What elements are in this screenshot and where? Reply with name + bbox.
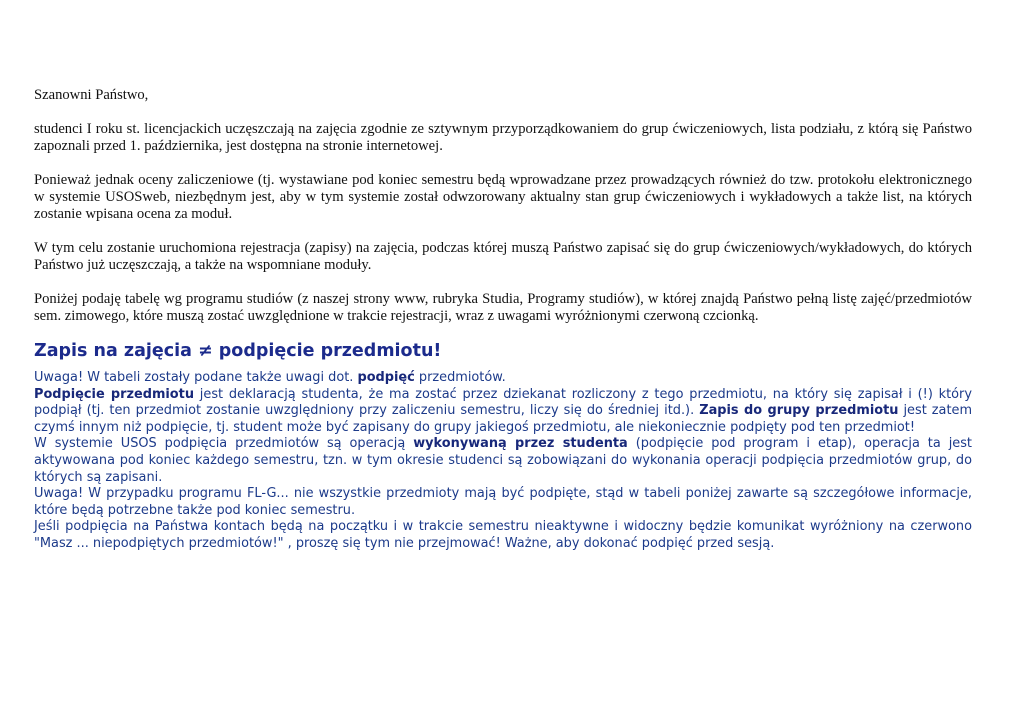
section-heading: Zapis na zajęcia ≠ podpięcie przedmiotu! [34,341,442,361]
note-2-bold-zapis: Zapis do grupy przedmiotu [699,403,899,419]
note-1-bold: podpięć [357,370,415,385]
note-3-bold: wykonywaną przez studenta [413,436,628,452]
note-1-end: przedmiotów. [414,370,506,385]
paragraph-registration: W tym celu zostanie uruchomiona rejestracja (zapisy) na zajęcia, podczas której muszą Państwo zapisać się do grup ćwiczeniowych/wykładowych, do których Państwo już uczęszczają, a także na wspomniane moduły. [34,240,972,273]
paragraph-grades: Ponieważ jednak oceny zaliczeniowe (tj. wystawiane pod koniec semestru będą wprowadzane przez prowadzących również do tzw. protokołu elektronicznego w systemie USOSweb, niezbędnym jest, aby w tym systemie został odwzorowany aktualny stan grup ćwiczeniowych i wykładowych a także list, na których zostanie wpisana ocena za moduł. [34,172,972,222]
note-5-text: Jeśli podpięcia na Państwa kontach będą na początku i w trakcie semestru nieaktywne i widoczny będzie komunikat wyróżniony na czerwono "Masz ... niepodpiętych przedmiotów!" , proszę się tym nie przejmować! Ważne, aby dokonać podpięć przed sesją. [34,519,972,551]
note-3-text: W systemie USOS podpięcia przedmiotów są operacją [34,436,414,452]
note-1-text: Uwaga! W tabeli zostały podane także uwagi dot. [34,370,358,385]
note-2-end: jest zatem czymś innym niż podpięcie, tj. student może być zapisany do grupy jakiegoś przedmiotu, ale niekoniecznie podpięty pod ten przedmiot! [34,403,972,435]
note-4-text: Uwaga! W przypadku programu FL-G... nie wszystkie przedmioty mają być podpięte, stąd w tabeli poniżej zawarte są szczegółowe informacje, które będą potrzebne także pod koniec semestru. [34,486,972,518]
notes-block [34,370,972,553]
note-2-text: jest deklaracją studenta, że ma zostać przez dziekanat rozliczony z tego przedmiotu, na który się zapisał i (!) który podpiął (tj. ten przedmiot zostanie uwzględniony przy zaliczeniu semestru, liczy się do średniej itd.). [34,386,972,419]
note-2-bold-term: Podpięcie przedmiotu [34,386,195,402]
note-3-end: (podpięcie pod program i etap), operacja ta jest aktywowana pod koniec każdego semestru, tzn. w tym okresie studenci są zobowiązani do wykonania operacji podpięcia przedmiotów grup, do których są zapisani. [34,436,972,485]
paragraph-groups: studenci I roku st. licencjackich uczęszczają na zajęcia zgodnie ze sztywnym przyporządkowaniem do grup ćwiczeniowych, lista podziału, z którą się Państwo zapoznali przed 1. października, jest dostępna na stronie internetowej. [34,121,972,154]
paragraph-table-info: Poniżej podaję tabelę wg programu studiów (z naszej strony www, rubryka Studia, Programy studiów), w której znajdą Państwo pełną listę zajęć/przedmiotów sem. zimowego, które muszą zostać uwzględnione w trakcie rejestracji, wraz z uwagami wyróżnionymi czerwoną czcionką. [34,291,972,324]
greeting: Szanowni Państwo, [34,87,149,103]
